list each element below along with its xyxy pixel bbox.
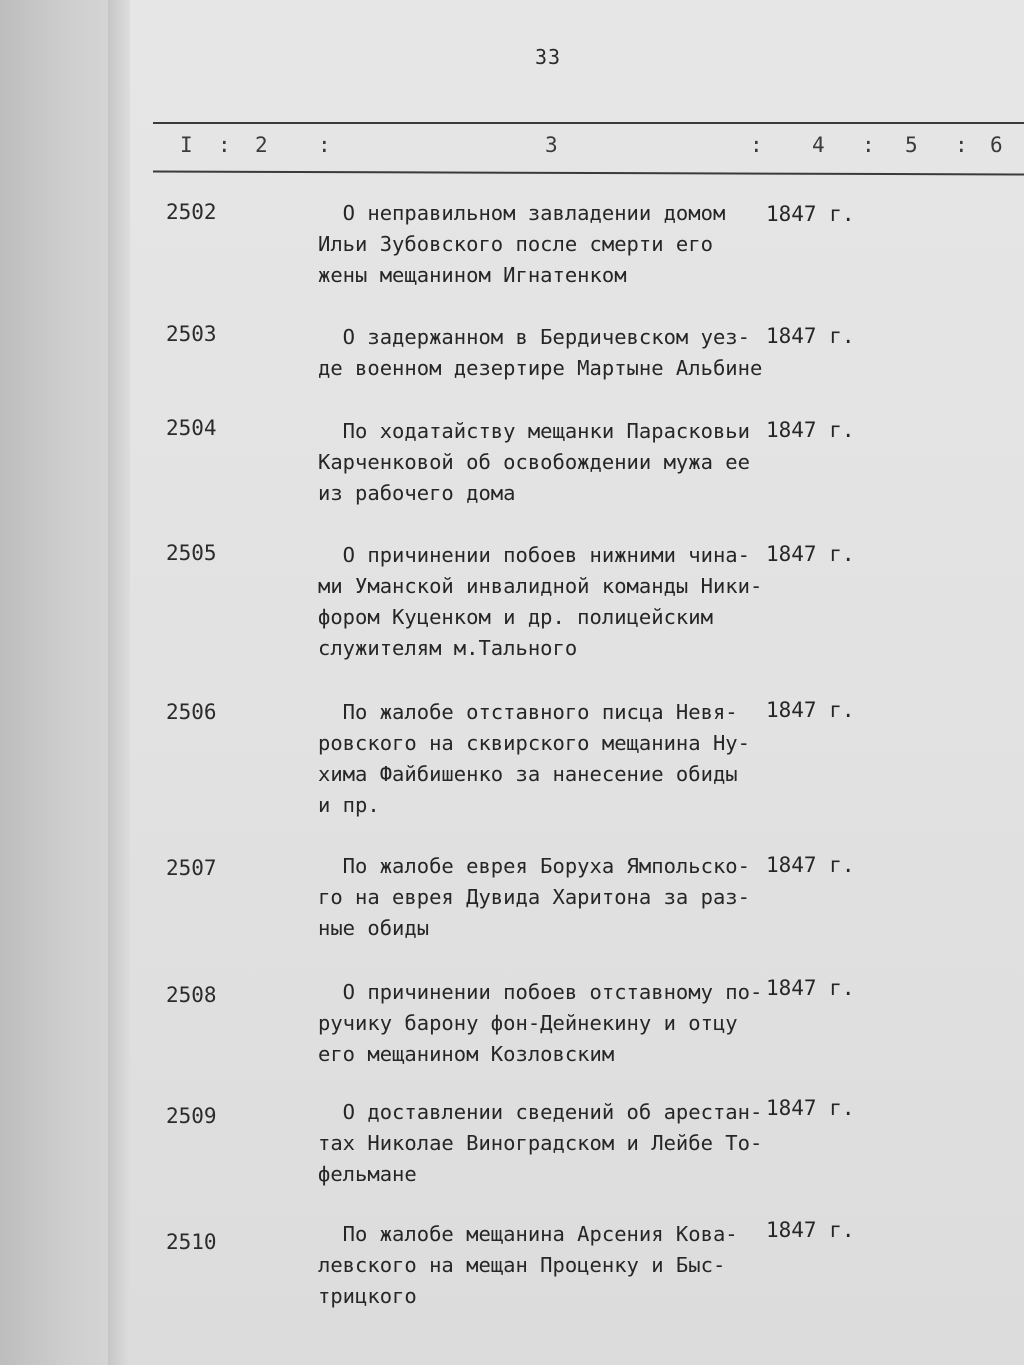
entry-year: 1847 г.: [766, 853, 855, 877]
entry-id: 2504: [166, 416, 217, 440]
entry-id: 2505: [166, 541, 217, 565]
column-header-4: 4: [812, 133, 825, 157]
adjacent-page-edge: [0, 0, 120, 1365]
page-number: 33: [535, 45, 562, 69]
entry-year: 1847 г.: [766, 542, 855, 566]
entry-id: 2508: [166, 983, 217, 1007]
column-header-1: I: [180, 133, 193, 157]
entry-year: 1847 г.: [766, 976, 855, 1000]
entry-description: О задержанном в Бердичевском уез- де военном дезертире Мартыне Альбине: [318, 325, 763, 380]
entry-year: 1847 г.: [766, 418, 855, 442]
entry-year: 1847 г.: [766, 324, 855, 348]
entry-description: По жалобе еврея Боруха Ямпольско- го на еврея Дувида Харитона за раз- ные обиды: [318, 854, 750, 940]
column-separator: :: [218, 133, 231, 157]
column-header-2: 2: [255, 133, 268, 157]
entry-year: 1847 г.: [766, 1218, 855, 1242]
column-separator: :: [862, 133, 875, 157]
entry-id: 2506: [166, 700, 217, 724]
entry-description: О причинении побоев нижними чина- ми Уманской инвалидной команды Ники- фором Куценком и др. полицейским служителям м.Тального: [318, 543, 763, 660]
entry-description: По жалобе мещанина Арсения Кова- левского на мещан Проценку и Быс- трицкого: [318, 1222, 738, 1308]
entry-id: 2510: [166, 1230, 217, 1254]
entry-id: 2503: [166, 322, 217, 346]
entry-description: О неправильном завладении домом Ильи Зубовского после смерти его жены мещанином Игнатенком: [318, 201, 726, 287]
entry-id: 2507: [166, 856, 217, 880]
entry-year: 1847 г.: [766, 698, 855, 722]
column-header-3: 3: [545, 133, 558, 157]
entry-year: 1847 г.: [766, 202, 855, 226]
column-separator: :: [750, 133, 763, 157]
entry-year: 1847 г.: [766, 1096, 855, 1120]
column-separator: :: [318, 133, 331, 157]
column-header-6: 6: [990, 133, 1003, 157]
column-separator: :: [955, 133, 968, 157]
entry-id: 2509: [166, 1104, 217, 1128]
entry-id: 2502: [166, 200, 217, 224]
entry-description: По жалобе отставного писца Невя- ровского на сквирского мещанина Ну- хима Файбишенко за нанесение обиды и пр.: [318, 700, 750, 817]
entry-description: О причинении побоев отставному по- ручику барону фон-Дейнекину и отцу его мещанином Козловским: [318, 980, 763, 1066]
entry-description: По ходатайству мещанки Парасковьи Карченковой об освобождении мужа ее из рабочего дома: [318, 419, 750, 505]
header-top-rule: [153, 122, 1024, 124]
column-header-5: 5: [905, 133, 918, 157]
entry-description: О доставлении сведений об арестан- тах Николае Виноградском и Лейбе То- фельмане: [318, 1100, 763, 1186]
